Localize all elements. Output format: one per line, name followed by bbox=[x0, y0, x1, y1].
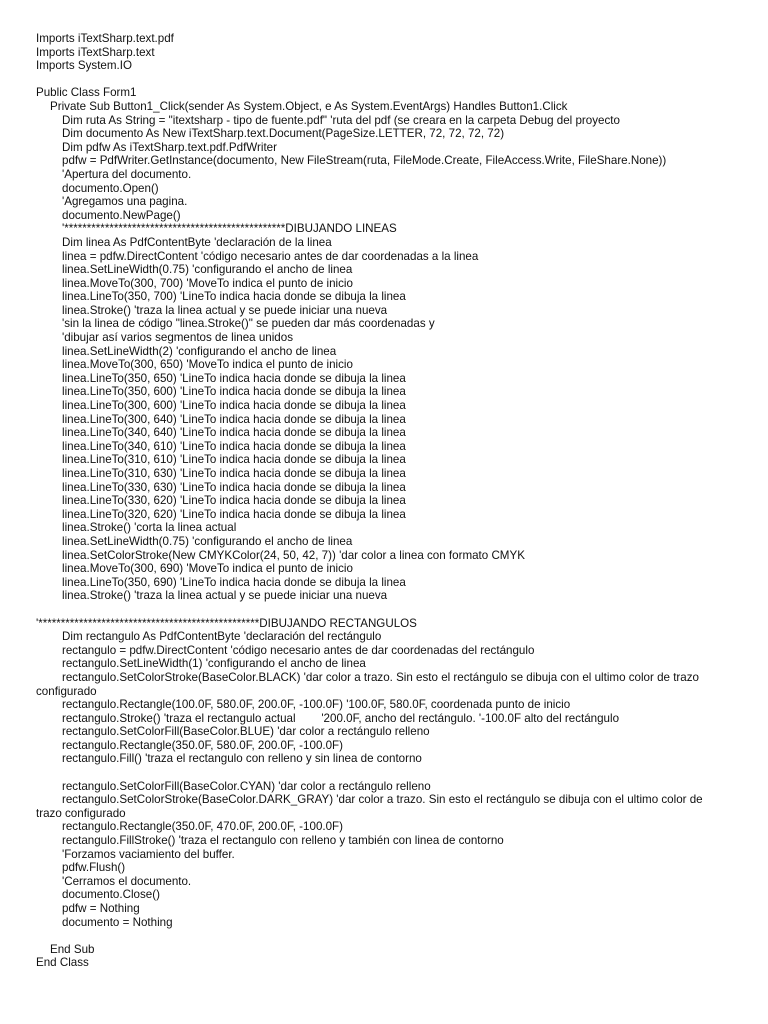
code-line: linea.LineTo(310, 610) 'LineTo indica hacia donde se dibuja la linea bbox=[62, 453, 406, 467]
code-document bbox=[0, 32, 768, 970]
code-line: Private Sub Button1_Click(sender As System.Object, e As System.EventArgs) Handles Button1.Click bbox=[50, 99, 568, 113]
code-line: rectangulo.Rectangle(350.0F, 470.0F, 200.0F, -100.0F) bbox=[62, 820, 343, 834]
code-line: linea.MoveTo(300, 700) 'MoveTo indica el punto de inicio bbox=[62, 276, 353, 290]
code-line: pdfw = PdfWriter.GetInstance(documento, New FileStream(ruta, FileMode.Create, FileAccess.Write, FileShare.None)) bbox=[62, 154, 667, 168]
code-line: pdfw.Flush() bbox=[62, 861, 126, 875]
code-line: 'Cerramos el documento. bbox=[62, 874, 192, 888]
code-line: Imports System.IO bbox=[36, 59, 132, 73]
code-line: End Class bbox=[36, 956, 89, 970]
code-line: '*************************************************DIBUJANDO RECTANGULOS bbox=[36, 616, 417, 630]
code-line: linea.LineTo(300, 600) 'LineTo indica hacia donde se dibuja la linea bbox=[62, 399, 406, 413]
code-line: linea.LineTo(330, 620) 'LineTo indica hacia donde se dibuja la linea bbox=[62, 494, 406, 508]
code-line: Dim pdfw As iTextSharp.text.pdf.PdfWriter bbox=[62, 140, 277, 154]
code-line: linea.LineTo(350, 650) 'LineTo indica hacia donde se dibuja la linea bbox=[62, 371, 406, 385]
code-line: rectangulo.SetLineWidth(1) 'configurando el ancho de linea bbox=[62, 657, 366, 671]
code-line: trazo configurado bbox=[36, 806, 126, 820]
code-line: rectangulo.SetColorFill(BaseColor.CYAN) 'dar color a rectángulo relleno bbox=[62, 779, 431, 793]
code-line: 'Apertura del documento. bbox=[62, 167, 192, 181]
code-line bbox=[0, 73, 768, 87]
code-line: Dim rectangulo As PdfContentByte 'declaración del rectángulo bbox=[62, 630, 382, 644]
code-line: '*************************************************DIBUJANDO LINEAS bbox=[62, 222, 397, 236]
code-line: linea.LineTo(300, 640) 'LineTo indica hacia donde se dibuja la linea bbox=[62, 412, 406, 426]
code-line: linea.Stroke() 'traza la linea actual y se puede iniciar una nueva bbox=[62, 589, 388, 603]
code-line: configurado bbox=[36, 684, 97, 698]
code-line: documento.NewPage() bbox=[62, 208, 181, 222]
code-line: rectangulo.FillStroke() 'traza el rectangulo con relleno y también con linea de contorno bbox=[62, 834, 504, 848]
code-line: linea = pdfw.DirectContent 'código necesario antes de dar coordenadas a la linea bbox=[62, 249, 479, 263]
code-line: documento.Open() bbox=[62, 181, 159, 195]
code-line bbox=[0, 929, 768, 943]
code-line: linea.LineTo(310, 630) 'LineTo indica hacia donde se dibuja la linea bbox=[62, 467, 406, 480]
code-line: rectangulo.SetColorStroke(BaseColor.DARK_GRAY) 'dar color a trazo. Sin esto el rectángulo se dibuja con el ultimo color de bbox=[62, 793, 703, 807]
code-line: linea.Stroke() 'corta la linea actual bbox=[62, 521, 237, 535]
code-line: Imports iTextSharp.text.pdf bbox=[36, 32, 174, 45]
code-line: documento = Nothing bbox=[62, 915, 173, 929]
code-line: rectangulo.SetColorFill(BaseColor.BLUE) 'dar color a rectángulo relleno bbox=[62, 725, 430, 739]
code-line: linea.SetColorStroke(New CMYKColor(24, 50, 42, 7)) 'dar color a linea con formato CMYK bbox=[62, 548, 525, 562]
code-line: linea.MoveTo(300, 650) 'MoveTo indica el punto de inicio bbox=[62, 358, 353, 372]
code-line: rectangulo = pdfw.DirectContent 'código necesario antes de dar coordenadas del rectángulo bbox=[62, 643, 535, 657]
code-line: linea.SetLineWidth(0.75) 'configurando el ancho de linea bbox=[62, 263, 353, 277]
code-line: linea.LineTo(350, 690) 'LineTo indica hacia donde se dibuja la linea bbox=[62, 575, 406, 589]
code-line: linea.LineTo(320, 620) 'LineTo indica hacia donde se dibuja la linea bbox=[62, 507, 406, 521]
code-line: End Sub bbox=[50, 942, 95, 956]
code-line: pdfw = Nothing bbox=[62, 902, 140, 915]
code-line: linea.LineTo(340, 640) 'LineTo indica hacia donde se dibuja la linea bbox=[62, 426, 406, 440]
code-line: 'sin la linea de código "linea.Stroke()" se pueden dar más coordenadas y bbox=[62, 317, 435, 331]
code-line: linea.MoveTo(300, 690) 'MoveTo indica el punto de inicio bbox=[62, 562, 353, 576]
code-line: rectangulo.Rectangle(350.0F, 580.0F, 200.0F, -100.0F) bbox=[62, 738, 343, 752]
code-line: rectangulo.Rectangle(100.0F, 580.0F, 200.0F, -100.0F) '100.0F, 580.0F, coordenada punto de inicio bbox=[62, 698, 571, 712]
code-line: linea.LineTo(330, 630) 'LineTo indica hacia donde se dibuja la linea bbox=[62, 480, 406, 494]
code-line bbox=[0, 766, 768, 780]
code-line: linea.LineTo(340, 610) 'LineTo indica hacia donde se dibuja la linea bbox=[62, 439, 406, 453]
code-line: 'dibujar así varios segmentos de linea unidos bbox=[62, 331, 294, 345]
code-line bbox=[0, 603, 768, 617]
code-line: Imports iTextSharp.text bbox=[36, 45, 155, 59]
code-line: rectangulo.Fill() 'traza el rectangulo con relleno y sin linea de contorno bbox=[62, 752, 422, 766]
code-line: Dim ruta As String = "itextsharp - tipo de fuente.pdf" 'ruta del pdf (se creara en la carpeta Debug del proyecto bbox=[62, 113, 620, 127]
code-line: linea.SetLineWidth(0.75) 'configurando el ancho de linea bbox=[62, 534, 353, 548]
code-line: linea.SetLineWidth(2) 'configurando el ancho de linea bbox=[62, 344, 337, 358]
code-line: rectangulo.Stroke() 'traza el rectangulo actual '200.0F, ancho del rectángulo. '-100.0F alto del rectángulo bbox=[62, 711, 620, 725]
code-line: documento.Close() bbox=[62, 888, 160, 902]
code-line: Public Class Form1 bbox=[36, 86, 137, 100]
code-line: linea.LineTo(350, 600) 'LineTo indica hacia donde se dibuja la linea bbox=[62, 385, 406, 399]
code-line: linea.LineTo(350, 700) 'LineTo indica hacia donde se dibuja la linea bbox=[62, 290, 406, 304]
code-line: 'Forzamos vaciamiento del buffer. bbox=[62, 847, 235, 861]
code-line: rectangulo.SetColorStroke(BaseColor.BLACK) 'dar color a trazo. Sin esto el rectángulo se dibuja con el ultimo color de trazo bbox=[62, 670, 699, 684]
code-line: linea.Stroke() 'traza la linea actual y se puede iniciar una nueva bbox=[62, 303, 388, 317]
code-line: Dim documento As New iTextSharp.text.Document(PageSize.LETTER, 72, 72, 72, 72) bbox=[62, 127, 505, 141]
code-line: 'Agregamos una pagina. bbox=[62, 195, 188, 209]
code-line: Dim linea As PdfContentByte 'declaración de la linea bbox=[62, 235, 332, 249]
